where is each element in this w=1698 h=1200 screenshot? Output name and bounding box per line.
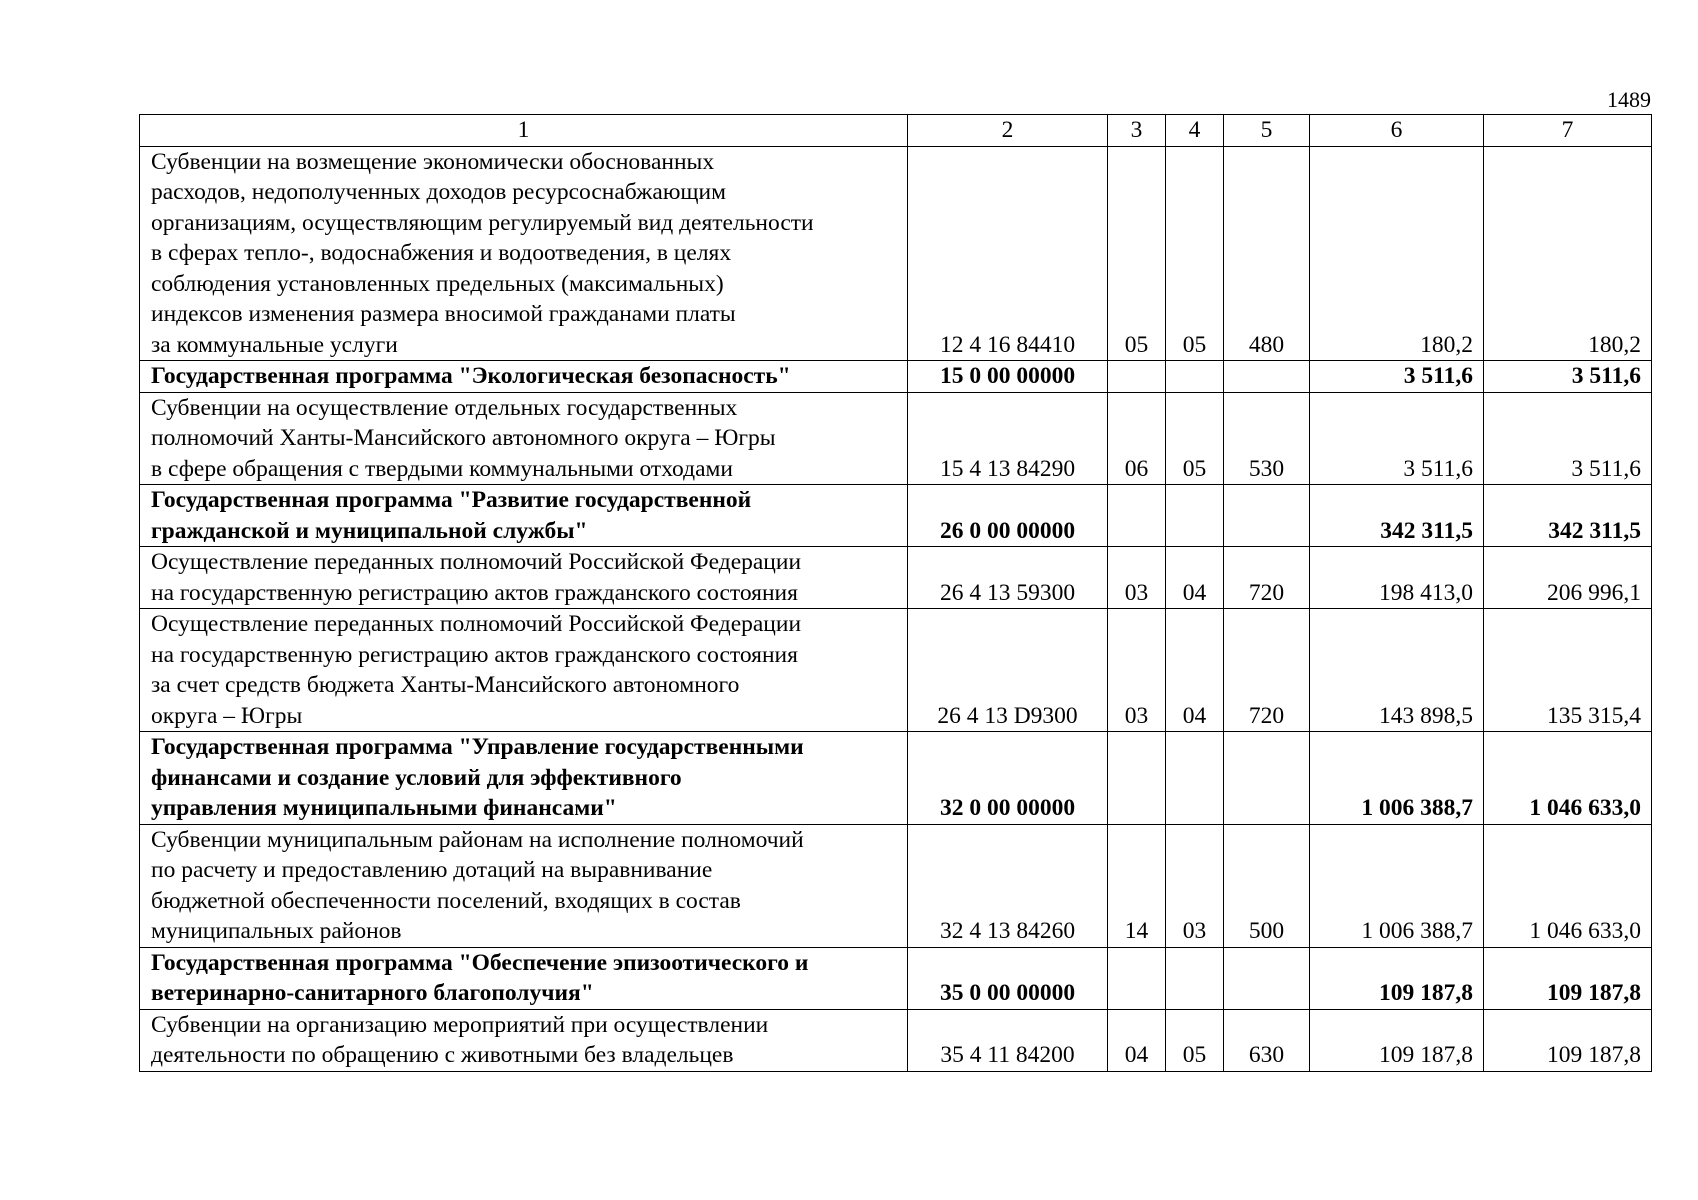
row-subsection: 05 bbox=[1166, 146, 1224, 361]
table-row bbox=[140, 1009, 1652, 1071]
row-subsection: 04 bbox=[1166, 547, 1224, 609]
header-cell-6: 6 bbox=[1310, 115, 1484, 147]
row-code: 35 4 11 84200 bbox=[908, 1009, 1108, 1071]
row-subsection bbox=[1166, 947, 1224, 1009]
table-row bbox=[140, 392, 1652, 485]
row-amount-7: 3 511,6 bbox=[1484, 392, 1652, 485]
row-section bbox=[1108, 361, 1166, 393]
row-amount-7: 342 311,5 bbox=[1484, 485, 1652, 547]
row-amount-6: 3 511,6 bbox=[1310, 361, 1484, 393]
header-cell-4: 4 bbox=[1166, 115, 1224, 147]
row-amount-7: 1 046 633,0 bbox=[1484, 732, 1652, 825]
row-code: 26 4 13 D9300 bbox=[908, 609, 1108, 732]
row-section: 03 bbox=[1108, 547, 1166, 609]
header-row bbox=[140, 115, 1652, 147]
row-amount-6: 198 413,0 bbox=[1310, 547, 1484, 609]
row-amount-6: 109 187,8 bbox=[1310, 947, 1484, 1009]
row-code: 32 4 13 84260 bbox=[908, 824, 1108, 947]
row-subsection: 05 bbox=[1166, 1009, 1224, 1071]
row-amount-6: 143 898,5 bbox=[1310, 609, 1484, 732]
row-section bbox=[1108, 732, 1166, 825]
row-section: 03 bbox=[1108, 609, 1166, 732]
table-row bbox=[140, 547, 1652, 609]
row-amount-6: 1 006 388,7 bbox=[1310, 824, 1484, 947]
row-amount-7: 135 315,4 bbox=[1484, 609, 1652, 732]
row-amount-6: 342 311,5 bbox=[1310, 485, 1484, 547]
program-row bbox=[140, 485, 1652, 547]
row-expense-type: 530 bbox=[1224, 392, 1310, 485]
row-expense-type: 720 bbox=[1224, 547, 1310, 609]
row-amount-6: 3 511,6 bbox=[1310, 392, 1484, 485]
row-amount-6: 180,2 bbox=[1310, 146, 1484, 361]
program-row bbox=[140, 947, 1652, 1009]
row-section: 05 bbox=[1108, 146, 1166, 361]
row-section bbox=[1108, 485, 1166, 547]
row-amount-7: 1 046 633,0 bbox=[1484, 824, 1652, 947]
row-amount-7: 109 187,8 bbox=[1484, 947, 1652, 1009]
row-code: 26 4 13 59300 bbox=[908, 547, 1108, 609]
table-row bbox=[140, 609, 1652, 732]
row-expense-type: 500 bbox=[1224, 824, 1310, 947]
row-subsection bbox=[1166, 485, 1224, 547]
row-subsection bbox=[1166, 732, 1224, 825]
table-row bbox=[140, 824, 1652, 947]
table-body bbox=[140, 115, 1652, 1072]
row-subsection bbox=[1166, 361, 1224, 393]
row-expense-type bbox=[1224, 732, 1310, 825]
page-number: 1489 bbox=[1607, 87, 1651, 112]
row-amount-7: 109 187,8 bbox=[1484, 1009, 1652, 1071]
row-subsection: 05 bbox=[1166, 392, 1224, 485]
row-code: 15 0 00 00000 bbox=[908, 361, 1108, 393]
row-amount-6: 1 006 388,7 bbox=[1310, 732, 1484, 825]
row-section bbox=[1108, 947, 1166, 1009]
row-description: Субвенции на организацию мероприятий при осуществлении деятельности по обращению с животными без владельцев bbox=[140, 1009, 908, 1071]
row-code: 35 0 00 00000 bbox=[908, 947, 1108, 1009]
program-row bbox=[140, 361, 1652, 393]
row-code: 12 4 16 84410 bbox=[908, 146, 1108, 361]
header-cell-5: 5 bbox=[1224, 115, 1310, 147]
row-description: Осуществление переданных полномочий Российской Федерации на государственную регистрацию актов гражданского состояния bbox=[140, 547, 908, 609]
header-cell-2: 2 bbox=[908, 115, 1108, 147]
row-section: 06 bbox=[1108, 392, 1166, 485]
row-expense-type bbox=[1224, 485, 1310, 547]
header-cell-1: 1 bbox=[140, 115, 908, 147]
row-expense-type: 630 bbox=[1224, 1009, 1310, 1071]
header-cell-3: 3 bbox=[1108, 115, 1166, 147]
row-section: 14 bbox=[1108, 824, 1166, 947]
row-description: Государственная программа "Обеспечение эпизоотического и ветеринарно-санитарного благополучия" bbox=[140, 947, 908, 1009]
budget-table bbox=[139, 114, 1652, 1072]
row-code: 15 4 13 84290 bbox=[908, 392, 1108, 485]
row-subsection: 03 bbox=[1166, 824, 1224, 947]
row-description: Осуществление переданных полномочий Российской Федерации на государственную регистрацию актов гражданского состояния за счет средств бюджета Ханты-Мансийского автономного округа – Югры bbox=[140, 609, 908, 732]
row-section: 04 bbox=[1108, 1009, 1166, 1071]
row-amount-6: 109 187,8 bbox=[1310, 1009, 1484, 1071]
program-row bbox=[140, 732, 1652, 825]
row-description: Субвенции на осуществление отдельных государственных полномочий Ханты-Мансийского автономного округа – Югры в сфере обращения с твердыми коммунальными отходами bbox=[140, 392, 908, 485]
row-description: Субвенции муниципальным районам на исполнение полномочий по расчету и предоставлению дотаций на выравнивание бюджетной обеспеченности поселений, входящих в состав муниципальных районов bbox=[140, 824, 908, 947]
row-description: Государственная программа "Развитие государственной гражданской и муниципальной службы" bbox=[140, 485, 908, 547]
row-expense-type: 720 bbox=[1224, 609, 1310, 732]
row-amount-7: 3 511,6 bbox=[1484, 361, 1652, 393]
row-code: 32 0 00 00000 bbox=[908, 732, 1108, 825]
row-description: Государственная программа "Экологическая безопасность" bbox=[140, 361, 908, 393]
row-description: Государственная программа "Управление государственными финансами и создание условий для эффективного управления муниципальными финансами" bbox=[140, 732, 908, 825]
row-code: 26 0 00 00000 bbox=[908, 485, 1108, 547]
row-expense-type bbox=[1224, 361, 1310, 393]
row-subsection: 04 bbox=[1166, 609, 1224, 732]
row-amount-7: 180,2 bbox=[1484, 146, 1652, 361]
header-cell-7: 7 bbox=[1484, 115, 1652, 147]
row-amount-7: 206 996,1 bbox=[1484, 547, 1652, 609]
row-expense-type bbox=[1224, 947, 1310, 1009]
row-description: Субвенции на возмещение экономически обоснованных расходов, недополученных доходов ресурсоснабжающим организациям, осуществляющим регулируемый вид деятельности в сферах тепло-, водоснабжения и водоотведения, в целях соблюдения установленных предельных (максимальных) индексов изменения размера вносимой гражданами платы за коммунальные услуги bbox=[140, 146, 908, 361]
table-row bbox=[140, 146, 1652, 361]
row-expense-type: 480 bbox=[1224, 146, 1310, 361]
